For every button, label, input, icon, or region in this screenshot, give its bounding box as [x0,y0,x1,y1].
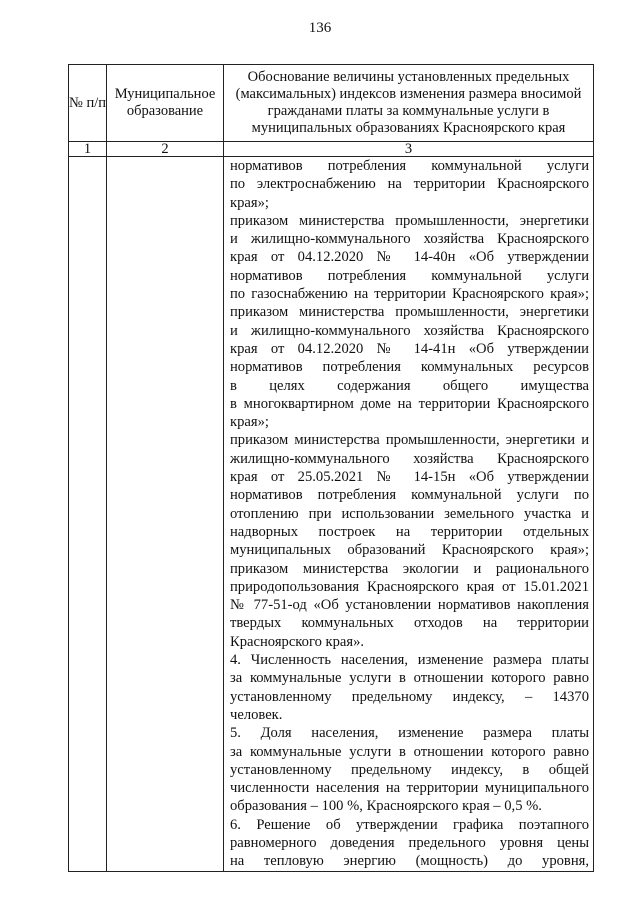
text-line: нормативов потребления коммунальной услуги [230,267,589,284]
text-line: человек. [230,706,283,723]
text-line: надворных построек на территории отдельных [230,523,589,540]
text-line: края от 04.12.2020 № 14-41н «Об утверждении [230,340,589,357]
text-line: приказом министерства экологии и рационального [230,560,589,577]
justification-table [68,64,594,872]
justification-text-cell [224,157,594,872]
page-number: 136 [308,20,332,36]
text-line: за коммунальные услуги в отношении которого равно [230,670,589,687]
text-line: 6. Решение об утверждении графика поэтапного [230,816,589,833]
text-line: по газоснабжению на территории Красноярского края»; [230,286,589,303]
text-line: природопользования Красноярского края от 15.01.2021 [230,578,589,595]
text-line: отоплению при использовании земельного участка и [230,505,589,522]
text-line: нормативов потребления коммунальных ресурсов [230,359,589,376]
table-body-row [69,157,594,872]
text-line: и жилищно-коммунального хозяйства Красноярского [230,231,589,248]
text-line: в целях содержания общего имущества [230,377,589,394]
municipality-cell [107,157,224,872]
text-line: приказом министерства промышленности, энергетики [230,304,589,321]
text-line: края»; [230,194,269,211]
text-line: установленному предельному индексу, – 14370 [230,688,589,705]
text-line: твердых коммунальных отходов на территории [230,615,589,632]
text-line: муниципальных образований Красноярского края»; [230,542,589,559]
text-line: нормативов потребления коммунальной услуги по [230,487,589,504]
column-index-1: 1 [69,142,107,157]
text-line: приказом министерства промышленности, энергетики и [230,432,589,449]
text-line: по электроснабжению на территории Красноярского [230,176,589,193]
text-line: за коммунальные услуги в отношении которого равно [230,743,589,760]
text-line: жилищно-коммунального хозяйства Красноярского [230,450,589,467]
table-header-row [69,65,594,142]
text-line: № 77-51-од «Об установлении нормативов накопления [230,597,589,614]
number-cell [69,157,107,872]
header-justification: Обоснование величины установленных предельных (максимальных) индексов изменения размера вносимой гражданами платы за коммунальные услуги в муниципальных образованиях Красноярского края [224,65,594,142]
text-line: края от 25.05.2021 № 14-15н «Об утверждении [230,469,589,486]
text-line: установленному предельному индексу, в общей [230,761,589,778]
text-line: нормативов потребления коммунальной услуги [230,158,589,174]
header-municipality: Муниципальное образование [107,65,224,142]
text-line: 4. Численность населения, изменение размера платы [230,652,589,669]
text-line: приказом министерства промышленности, энергетики [230,212,589,229]
text-line: 5. Доля населения, изменение размера платы [230,725,589,742]
text-line: края»; [230,414,269,431]
text-line: и жилищно-коммунального хозяйства Красноярского [230,322,589,339]
text-line: образования – 100 %, Красноярского края – 0,5 %. [230,798,542,815]
text-line: равномерного доведения предельного уровня цены [230,834,589,851]
text-line: в многоквартирном доме на территории Красноярского [230,395,589,412]
header-number: № п/п [69,65,107,142]
text-line: края от 04.12.2020 № 14-40н «Об утверждении [230,249,589,266]
text-line: численности населения на территории муниципального [230,780,589,797]
text-line: Красноярского края». [230,633,365,650]
text-line: на тепловую энергию (мощность) до уровня, [230,853,589,870]
column-index-3: 3 [224,142,594,157]
column-index-2: 2 [107,142,224,157]
column-index-row [69,142,594,157]
